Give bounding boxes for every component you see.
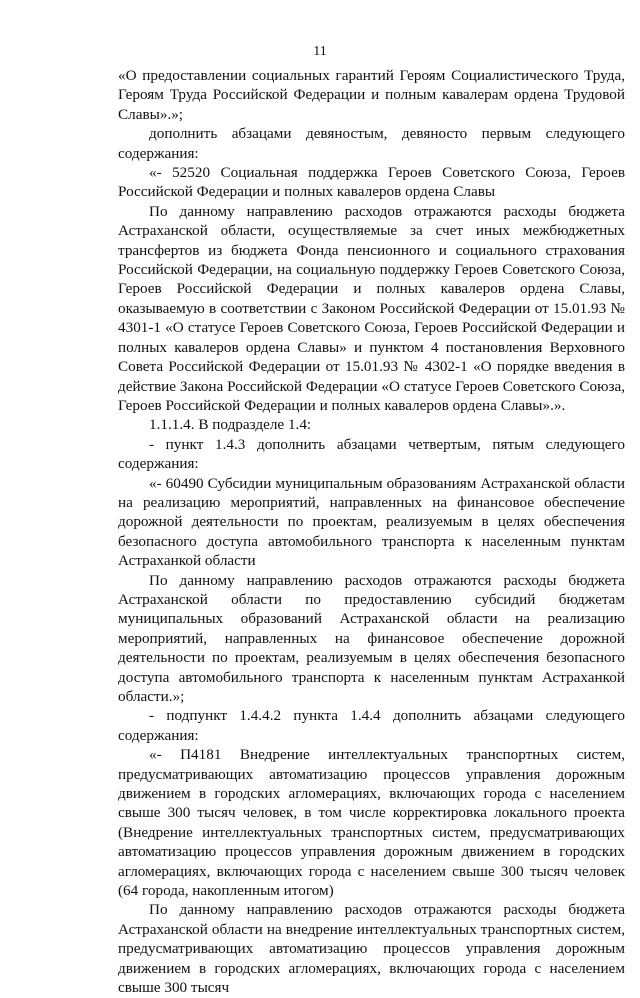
paragraph-code-52520: «- 52520 Социальная поддержка Героев Советского Союза, Героев Российской Федерации и полных кавалеров ордена Славы bbox=[118, 164, 625, 201]
paragraph-point-instruction: - пункт 1.4.3 дополнить абзацами четвертым, пятым следующего содержания: bbox=[118, 435, 625, 473]
paragraph-60490-description: По данному направлению расходов отражаются расходы бюджета Астраханской области по предоставлению субсидий бюджетам муниципальных образований Астраханской области на реализацию мероприятий, направленных на финансовое обеспечение дорожной деятельности по проектам, реализуемым в целях обеспечения безопасного доступа автомобильного транспорта к населенным пунктам Астраханкой области.»; bbox=[118, 571, 625, 705]
paragraph-quote-continuation: «О предоставлении социальных гарантий Героям Социалистического Труда, Героям Труда Российской Федерации и полным кавалерам ордена Трудовой Славы».»; bbox=[118, 67, 625, 123]
paragraph-subpoint-instruction: - подпункт 1.4.4.2 пункта 1.4.4 дополнить абзацами следующего содержания: bbox=[118, 707, 625, 744]
paragraph-instruction: дополнить абзацами девяностым, девяносто первым следующего содержания: bbox=[118, 125, 625, 162]
paragraph-subsection-heading: 1.1.1.4. В подразделе 1.4: bbox=[149, 416, 312, 434]
paragraph-code-60490: «- 60490 Субсидии муниципальным образованиям Астраханской области на реализацию мероприятий, направленных на финансовое обеспечение дорожной деятельности по проектам, реализуемым в целях обеспечения безопасного доступа автомобильного транспорта к населенным пунктам Астраханкой области bbox=[118, 474, 625, 570]
paragraph-code-p4181: «- П4181 Внедрение интеллектуальных транспортных систем, предусматривающих автоматизацию процессов управления дорожным движением в городских агломерациях, включающих города с населением свыше 300 тысяч человек, в том числе корректировка локального проекта (Внедрение интеллектуальных транспортных систем, предусматривающих автоматизацию процессов управления дорожным движением в городских агломерациях, включающих города с населением свыше 300 тысяч человек (64 города, накопленным итогом) bbox=[118, 746, 625, 900]
paragraph-p4181-description: По данному направлению расходов отражаются расходы бюджета Астраханской области на внедрение интеллектуальных транспортных систем, предусматривающих автоматизацию процессов управления дорожным движением в городских агломерациях, включающих города с населением свыше 300 тысяч bbox=[118, 901, 625, 997]
document-body bbox=[118, 66, 625, 998]
paragraph-52520-description: По данному направлению расходов отражаются расходы бюджета Астраханской области, осуществляемые за счет иных межбюджетных трансфертов из бюджета Фонда пенсионного и социального страхования Российской Федерации, на социальную поддержку Героев Советского Союза, Героев Российской Федерации и полных кавалеров ордена Славы, оказываемую в соответствии с Законом Российской Федерации от 15.01.93 № 4301-1 «О статусе Героев Советского Союза, Героев Российской Федерации и полных кавалеров ордена Славы» и пунктом 4 постановления Верховного Совета Российской Федерации от 15.01.93 № 4302-1 «О порядке введения в действие Закона Российской Федерации «О статусе Героев Советского Союза, Героев Российской Федерации и полных кавалеров ордена Славы».». bbox=[118, 202, 625, 414]
page-number: 11 bbox=[313, 44, 327, 59]
